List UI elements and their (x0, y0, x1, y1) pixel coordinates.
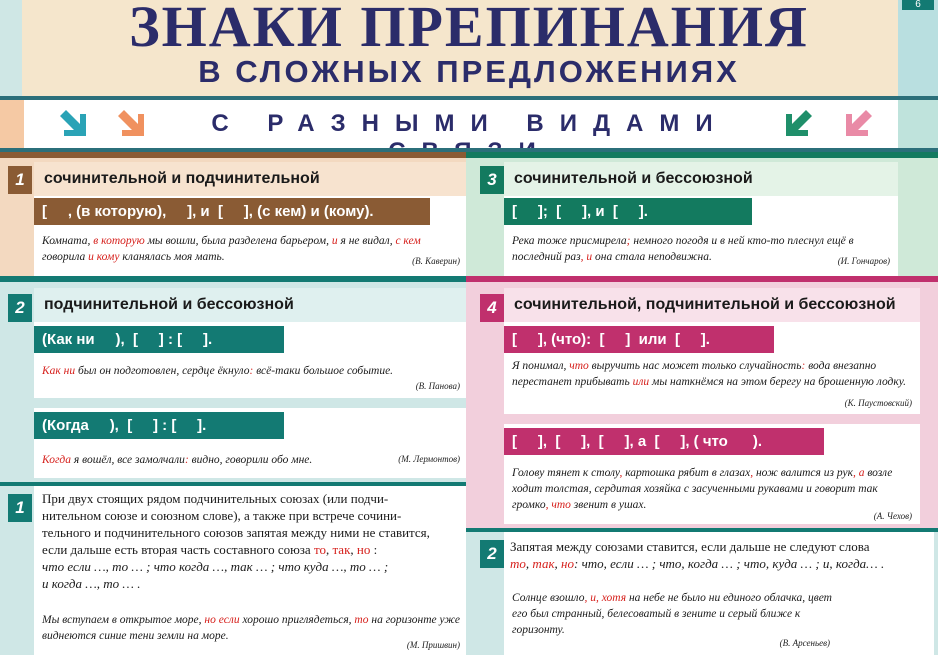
section-1-topbar (0, 152, 466, 158)
note-2-example: Солнце взошло, и, хотя на небе не было ни единого облачка, цвет его был странный, белесоватый в зените и серый ближе к горизонту. (512, 592, 832, 636)
sub-left-strip (0, 100, 24, 148)
section-4-scheme-b: [ ], [ ], [ ], а [ ], ( что ). (504, 428, 824, 455)
section-4-title: сочинительной, подчинительной и бессоюзной (504, 288, 920, 322)
arrow-down-right-icon (56, 106, 90, 140)
section-3-topbar (466, 152, 938, 158)
section-1-scheme: [ , (в которую), ], и [ ], (с кем) и (кому). (34, 198, 430, 225)
section-4-topbar (466, 276, 938, 282)
note-1-number: 1 (8, 494, 32, 522)
section-3-example: Река тоже присмирела; немного погодя и в ней кто-то плеснул ещё в последний раз, и она стала неподвижна. (512, 235, 854, 263)
section-2-number: 2 (8, 294, 32, 322)
section-2-topbar (0, 276, 466, 282)
section-4-number: 4 (480, 294, 504, 322)
section-1-author: (В. Каверин) (412, 256, 460, 266)
arrow-down-right-icon (114, 106, 148, 140)
note-2-number: 2 (480, 540, 504, 568)
section-1-title: сочинительной и подчинительной (34, 162, 466, 196)
section-2-author-b: (М. Лермонтов) (398, 454, 460, 464)
note-1-text: При двух стоящих рядом подчинительных союзах (или подчи- нительном союзе и союзном слове), а также при встрече сочини- тельного и подчинительного союзов запятая между ними не ставится, если дальше есть вторая часть составного союза то, так, но : что если …, то … ; что когда …, так … ; что куда …, то … ; и когда …, то … . (42, 491, 430, 591)
section-3-author: (И. Гончаров) (837, 256, 890, 266)
note-1-author: (М. Пришвин) (406, 640, 460, 650)
section-3-title: сочинительной и бессоюзной (504, 162, 898, 196)
section-2-scheme-a: (Как ни ), [ ] : [ ]. (34, 326, 284, 353)
section-2-example-a: Как ни был он подготовлен, сердце ёкнуло: всё-таки большое событие. (42, 365, 394, 377)
section-4-example-b: Голову тянет к столу, картошка рябит в глазах, нож валится из рук, а возле ходит толстая, сердитая хозяйка с засученными рукавами и говорит так громко, что звенит в ушах. (512, 467, 893, 511)
section-4-author-a: (К. Паустовский) (844, 398, 912, 408)
section-2-example-b: Когда я вошёл, все замолчали: видно, говорили обо мне. (42, 454, 313, 466)
section-2-title: подчинительной и бессоюзной (34, 288, 466, 322)
section-4-scheme-a: [ ], (что): [ ] или [ ]. (504, 326, 774, 353)
note-2-author: (В. Арсеньев) (779, 638, 830, 648)
section-1-example: Комната, в которую мы вошли, была разделена барьером, и я не видал, с кем говорила и кому кланялась моя мать. (42, 235, 421, 263)
section-1-number: 1 (8, 166, 32, 194)
section-2-author-a: (В. Панова) (415, 381, 460, 391)
section-2-scheme-b: (Когда ), [ ] : [ ]. (34, 412, 284, 439)
note-1-example: Мы вступаем в открытое море, но если хорошо приглядеться, то на горизонте уже виднеются синие тени земли на море. (42, 614, 460, 642)
page-subtitle: В СЛОЖНЫХ ПРЕДЛОЖЕНИЯХ (198, 54, 740, 89)
sub-right-strip (898, 100, 938, 148)
note-2-text: Запятая между союзами ставится, если дальше не следуют слова то, так, но: что, если … ; что, когда … ; что, куда … ; и, когда… . (510, 539, 885, 571)
section-4-author-b: (А. Чехов) (873, 511, 912, 521)
page-title: ЗНАКИ ПРЕПИНАНИЯ (129, 0, 809, 59)
subheading: С РАЗНЫМИ ВИДАМИ (211, 110, 729, 137)
section-4-example-a: Я понимал, что выручить нас может только случайность: вода внезапно перестанет прибывать или мы наткнёмся на этом берегу на брошенную лодку. (512, 360, 906, 388)
arrow-down-left-icon (842, 106, 876, 140)
section-3-number: 3 (480, 166, 504, 194)
page-badge: 6 (902, 0, 934, 10)
section-3-scheme: [ ]; [ ], и [ ]. (504, 198, 752, 225)
